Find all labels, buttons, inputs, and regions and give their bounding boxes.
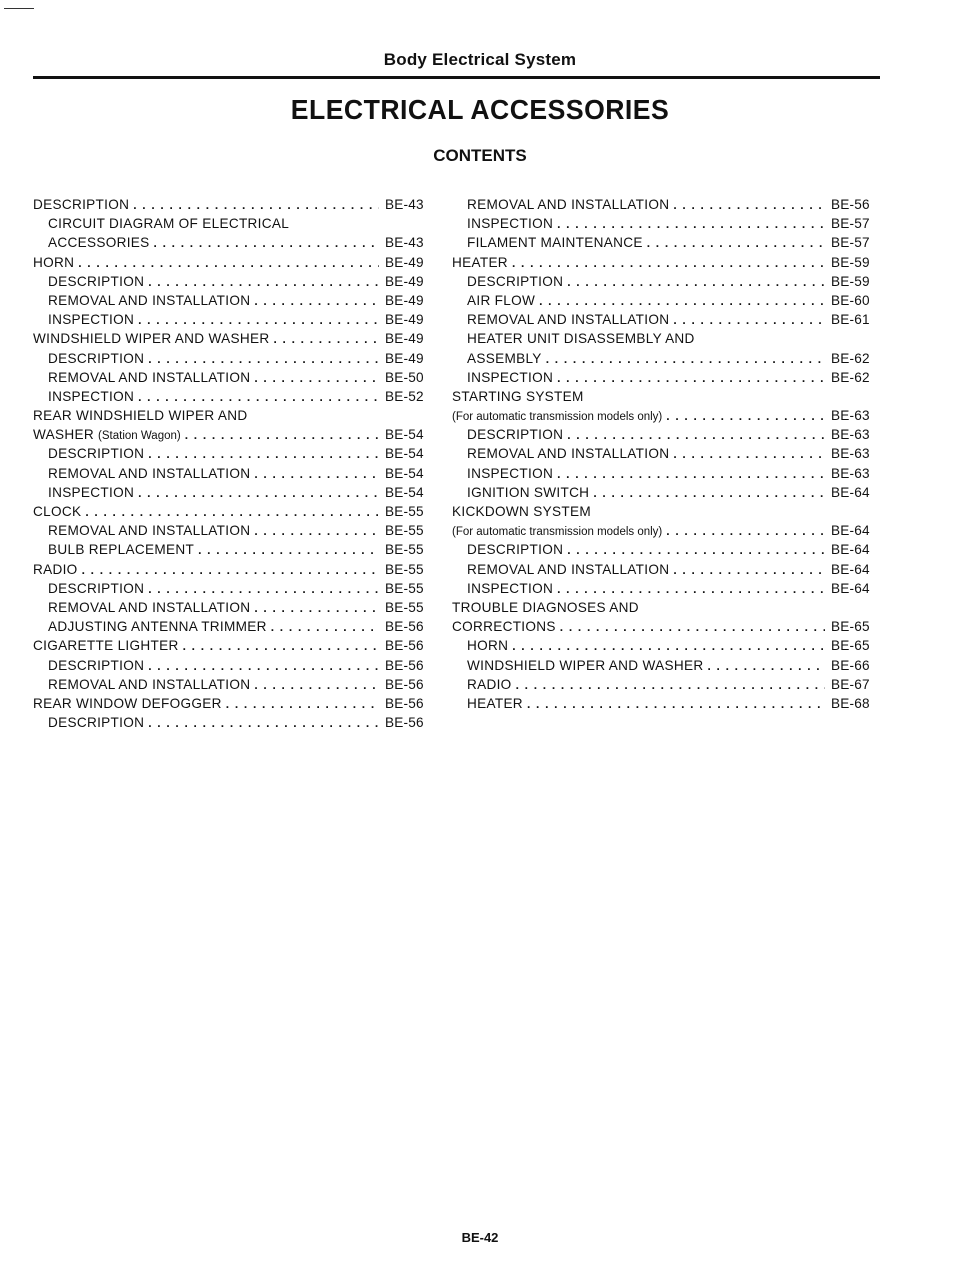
toc-leader-dots xyxy=(138,483,379,503)
toc-leader-dots xyxy=(567,425,825,445)
toc-entry-label: INSPECTION xyxy=(48,484,135,500)
toc-left-column xyxy=(33,195,433,732)
toc-entry-label: IGNITION SWITCH xyxy=(467,484,590,500)
toc-leader-dots xyxy=(82,560,379,580)
toc-leader-dots xyxy=(673,444,825,464)
toc-entry[interactable] xyxy=(452,195,879,214)
toc-leader-dots xyxy=(254,368,379,388)
toc-entry-note: (For automatic transmission models only) xyxy=(452,526,663,539)
toc-leader-dots xyxy=(78,253,379,273)
toc-entry[interactable] xyxy=(452,253,879,272)
toc-entry[interactable] xyxy=(33,579,433,598)
toc-leader-dots xyxy=(647,233,825,253)
toc-entry[interactable] xyxy=(33,636,433,655)
toc-entry[interactable] xyxy=(452,464,879,483)
toc-entry-page: BE-56 xyxy=(385,715,424,731)
toc-entry-page: BE-55 xyxy=(385,561,424,577)
toc-leader-dots xyxy=(254,464,379,484)
toc-leader-dots xyxy=(546,349,825,369)
toc-entry-label: REMOVAL AND INSTALLATION xyxy=(48,465,251,481)
toc-leader-dots xyxy=(148,444,379,464)
toc-entry-page: BE-63 xyxy=(831,465,870,481)
toc-entry-label: INSPECTION xyxy=(467,465,554,481)
toc-entry-label xyxy=(452,521,662,542)
toc-leader-dots xyxy=(271,617,379,637)
toc-entry-label: ADJUSTING ANTENNA TRIMMER xyxy=(48,619,267,635)
toc-leader-dots xyxy=(673,195,825,215)
toc-leader-dots xyxy=(557,464,825,484)
toc-leader-dots xyxy=(516,675,825,695)
toc-entry-label: DESCRIPTION xyxy=(48,350,145,366)
toc-leader-dots xyxy=(673,560,825,580)
toc-entry-label: DESCRIPTION xyxy=(33,197,130,212)
toc-entry-label: HEATER xyxy=(467,695,523,711)
contents-heading: CONTENTS xyxy=(433,146,527,165)
toc-entry-label: DESCRIPTION xyxy=(48,446,145,462)
toc-entry-page: BE-55 xyxy=(385,599,424,615)
toc-entry-label: RADIO xyxy=(467,676,512,692)
toc-entry-label: INSPECTION xyxy=(48,388,135,404)
toc-leader-dots xyxy=(85,502,379,522)
toc-entry-label: TROUBLE DIAGNOSES AND xyxy=(452,599,639,615)
toc-entry[interactable] xyxy=(452,310,879,329)
toc-entry-page: BE-50 xyxy=(385,369,424,385)
toc-entry-label: CLOCK xyxy=(33,504,82,519)
toc-entry-page: BE-64 xyxy=(831,561,870,577)
toc-entry-page: BE-54 xyxy=(385,484,424,500)
toc-entry-page: BE-62 xyxy=(831,350,870,366)
toc-entry[interactable] xyxy=(452,214,879,233)
toc-entry-page: BE-43 xyxy=(385,197,424,212)
toc-entry-label: REMOVAL AND INSTALLATION xyxy=(467,561,670,577)
toc-entry-page: BE-65 xyxy=(831,638,870,654)
toc-entry-label: REAR WINDSHIELD WIPER AND xyxy=(33,408,248,424)
toc-leader-dots xyxy=(512,253,825,273)
toc-entry-label: INSPECTION xyxy=(467,369,554,385)
toc-entry[interactable] xyxy=(33,598,433,617)
toc-entry-page: BE-68 xyxy=(831,695,870,711)
toc-entry-label: HORN xyxy=(33,254,75,270)
toc-entry[interactable] xyxy=(452,617,879,636)
toc-entry-label: REMOVAL AND INSTALLATION xyxy=(48,523,251,539)
toc-entry-page: BE-55 xyxy=(385,580,424,596)
toc-entry-page: BE-55 xyxy=(385,542,424,558)
toc-entry[interactable] xyxy=(33,272,433,291)
toc-entry-label: HEATER UNIT DISASSEMBLY AND xyxy=(467,331,695,347)
toc-entry[interactable] xyxy=(452,425,879,444)
section-header: Body Electrical System xyxy=(383,50,577,69)
toc-entry[interactable] xyxy=(33,406,433,425)
toc-leader-dots xyxy=(593,483,825,503)
toc-entry[interactable] xyxy=(33,329,433,348)
toc-entry[interactable] xyxy=(33,502,433,521)
page-title: ELECTRICAL ACCESSORIES xyxy=(290,94,670,125)
toc-entry-page: BE-55 xyxy=(385,523,424,539)
toc-leader-dots xyxy=(527,694,825,714)
toc-leader-dots xyxy=(148,713,379,733)
toc-entry-label: DESCRIPTION xyxy=(467,273,564,289)
toc-leader-dots xyxy=(198,540,379,560)
toc-entry[interactable] xyxy=(33,694,433,713)
toc-leader-dots xyxy=(183,636,379,656)
toc-leader-dots xyxy=(254,598,379,618)
toc-leader-dots xyxy=(557,368,825,388)
toc-entry[interactable] xyxy=(452,272,879,291)
toc-leader-dots xyxy=(273,329,379,349)
toc-entry[interactable] xyxy=(452,444,879,463)
toc-entry-label: INSPECTION xyxy=(48,312,135,328)
toc-entry-page: BE-59 xyxy=(831,273,870,289)
toc-entry-page: BE-49 xyxy=(385,331,424,347)
toc-entry-label: REMOVAL AND INSTALLATION xyxy=(467,446,670,462)
toc-entry-label: REMOVAL AND INSTALLATION xyxy=(48,369,251,385)
toc-leader-dots xyxy=(254,291,379,311)
toc-entry-label: WINDSHIELD WIPER AND WASHER xyxy=(467,657,704,673)
toc-entry-page: BE-64 xyxy=(831,523,870,539)
toc-entry-label: INSPECTION xyxy=(467,216,554,232)
toc-entry[interactable] xyxy=(452,368,879,387)
toc-leader-dots xyxy=(154,233,379,253)
toc-entry[interactable] xyxy=(452,329,879,348)
toc-entry-page: BE-54 xyxy=(385,427,424,443)
toc-entry[interactable] xyxy=(33,291,433,310)
toc-entry[interactable] xyxy=(33,656,433,675)
toc-entry-note: (Station Wagon) xyxy=(98,430,181,443)
toc-entry-label: REMOVAL AND INSTALLATION xyxy=(467,312,670,328)
toc-entry-label: WASHER (Station Wagon) xyxy=(33,427,181,443)
toc-entry-page: BE-64 xyxy=(831,484,870,500)
toc-leader-dots xyxy=(138,387,379,407)
toc-entry[interactable] xyxy=(452,291,879,310)
toc-entry[interactable] xyxy=(33,464,433,483)
toc-entry[interactable] xyxy=(452,521,879,540)
toc-entry-label: REMOVAL AND INSTALLATION xyxy=(467,197,670,212)
toc-leader-dots xyxy=(539,291,825,311)
toc-entry-label: ASSEMBLY xyxy=(467,350,542,366)
toc-right-column xyxy=(452,195,879,713)
toc-entry-label: INSPECTION xyxy=(467,580,554,596)
toc-entry-page: BE-49 xyxy=(385,350,424,366)
toc-entry-label: DESCRIPTION xyxy=(48,657,145,673)
toc-entry-page: BE-57 xyxy=(831,216,870,232)
toc-leader-dots xyxy=(185,425,379,445)
toc-entry[interactable] xyxy=(452,233,879,252)
toc-entry[interactable] xyxy=(33,444,433,463)
toc-leader-dots xyxy=(133,195,379,215)
toc-entry-page: BE-67 xyxy=(831,676,870,692)
toc-entry[interactable] xyxy=(33,713,433,732)
toc-entry[interactable] xyxy=(452,694,879,713)
toc-entry-label: CIGARETTE LIGHTER xyxy=(33,638,179,654)
corner-mark xyxy=(4,8,34,9)
toc-leader-dots xyxy=(557,214,825,234)
toc-entry[interactable] xyxy=(33,617,433,636)
toc-entry[interactable] xyxy=(33,483,433,502)
toc-entry-label: RADIO xyxy=(33,561,78,577)
toc-entry[interactable] xyxy=(33,233,433,252)
toc-leader-dots xyxy=(707,656,825,676)
toc-leader-dots xyxy=(254,675,379,695)
toc-entry-label: FILAMENT MAINTENANCE xyxy=(467,235,643,251)
toc-entry[interactable] xyxy=(452,636,879,655)
toc-entry[interactable] xyxy=(33,349,433,368)
toc-entry-label: AIR FLOW xyxy=(467,292,536,308)
toc-entry[interactable] xyxy=(33,368,433,387)
toc-entry-label: BULB REPLACEMENT xyxy=(48,542,195,558)
toc-entry[interactable] xyxy=(452,656,879,675)
toc-entry-page: BE-56 xyxy=(831,197,870,212)
toc-entry[interactable] xyxy=(33,195,433,214)
toc-leader-dots xyxy=(148,579,379,599)
toc-leader-dots xyxy=(666,406,825,426)
toc-leader-dots xyxy=(138,310,379,330)
toc-entry[interactable] xyxy=(33,540,433,559)
toc-entry-page: BE-59 xyxy=(831,254,870,270)
toc-entry-page: BE-64 xyxy=(831,542,870,558)
toc-entry-label: CORRECTIONS xyxy=(452,619,556,635)
toc-entry-page: BE-63 xyxy=(831,408,870,424)
toc-entry-label: KICKDOWN SYSTEM xyxy=(452,504,591,519)
toc-entry-label xyxy=(452,406,662,427)
toc-entry[interactable] xyxy=(452,560,879,579)
toc-entry-page: BE-54 xyxy=(385,465,424,481)
toc-entry-page: BE-49 xyxy=(385,254,424,270)
toc-entry-label: DESCRIPTION xyxy=(467,542,564,558)
toc-entry-page: BE-49 xyxy=(385,312,424,328)
toc-entry-page: BE-60 xyxy=(831,292,870,308)
toc-entry[interactable] xyxy=(452,483,879,502)
toc-entry[interactable] xyxy=(33,310,433,329)
toc-entry-page: BE-43 xyxy=(385,235,424,251)
toc-entry[interactable] xyxy=(452,502,879,521)
toc-entry-label: ACCESSORIES xyxy=(48,235,150,251)
toc-leader-dots xyxy=(557,579,825,599)
toc-entry-label: REMOVAL AND INSTALLATION xyxy=(48,599,251,615)
toc-leader-dots xyxy=(148,656,379,676)
toc-entry[interactable] xyxy=(33,214,433,233)
toc-leader-dots xyxy=(666,521,825,541)
toc-entry[interactable] xyxy=(452,598,879,617)
toc-entry-label: WINDSHIELD WIPER AND WASHER xyxy=(33,331,270,347)
toc-entry-page: BE-55 xyxy=(385,504,424,519)
toc-entry-page: BE-49 xyxy=(385,273,424,289)
toc-entry[interactable] xyxy=(33,675,433,694)
toc-entry-page: BE-56 xyxy=(385,695,424,711)
toc-entry[interactable] xyxy=(33,387,433,406)
toc-entry-page: BE-63 xyxy=(831,446,870,462)
toc-entry-page: BE-66 xyxy=(831,657,870,673)
toc-entry[interactable] xyxy=(452,406,879,425)
toc-leader-dots xyxy=(512,636,825,656)
toc-leader-dots xyxy=(560,617,825,637)
toc-leader-dots xyxy=(567,540,825,560)
toc-entry-label: DESCRIPTION xyxy=(48,580,145,596)
toc-entry[interactable] xyxy=(452,349,879,368)
toc-entry-label: REAR WINDOW DEFOGGER xyxy=(33,695,222,711)
toc-entry[interactable] xyxy=(33,253,433,272)
toc-entry-page: BE-57 xyxy=(831,235,870,251)
toc-entry[interactable] xyxy=(33,521,433,540)
toc-entry[interactable] xyxy=(33,425,433,444)
toc-leader-dots xyxy=(148,349,379,369)
toc-entry[interactable] xyxy=(452,540,879,559)
toc-entry-label: REMOVAL AND INSTALLATION xyxy=(48,292,251,308)
toc-entry-label: CIRCUIT DIAGRAM OF ELECTRICAL xyxy=(48,216,290,232)
toc-entry-label: HEATER xyxy=(452,254,508,270)
toc-entry-label: HORN xyxy=(467,638,509,654)
toc-entry-page: BE-56 xyxy=(385,619,424,635)
toc-entry-note: (For automatic transmission models only) xyxy=(452,411,663,424)
toc-leader-dots xyxy=(254,521,379,541)
header-rule xyxy=(33,76,880,79)
toc-leader-dots xyxy=(673,310,825,330)
toc-entry-page: BE-62 xyxy=(831,369,870,385)
toc-entry[interactable] xyxy=(33,560,433,579)
toc-entry[interactable] xyxy=(452,675,879,694)
toc-entry-page: BE-49 xyxy=(385,292,424,308)
toc-entry-page: BE-61 xyxy=(831,312,870,328)
toc-leader-dots xyxy=(567,272,825,292)
toc-entry-label: DESCRIPTION xyxy=(467,427,564,443)
toc-leader-dots xyxy=(148,272,379,292)
toc-leader-dots xyxy=(226,694,379,714)
toc-entry-page: BE-56 xyxy=(385,638,424,654)
toc-entry[interactable] xyxy=(452,387,879,406)
toc-entry-label: REMOVAL AND INSTALLATION xyxy=(48,676,251,692)
toc-entry-page: BE-65 xyxy=(831,619,870,635)
toc-entry-label: DESCRIPTION xyxy=(48,273,145,289)
page-number: BE-42 xyxy=(461,1230,499,1245)
toc-entry[interactable] xyxy=(452,579,879,598)
toc-entry-label: DESCRIPTION xyxy=(48,715,145,731)
toc-entry-page: BE-64 xyxy=(831,580,870,596)
toc-entry-page: BE-52 xyxy=(385,388,424,404)
toc-entry-label: STARTING SYSTEM xyxy=(452,388,584,404)
toc-entry-page: BE-54 xyxy=(385,446,424,462)
toc-entry-page: BE-56 xyxy=(385,676,424,692)
toc-entry-page: BE-63 xyxy=(831,427,870,443)
toc-entry-page: BE-56 xyxy=(385,657,424,673)
